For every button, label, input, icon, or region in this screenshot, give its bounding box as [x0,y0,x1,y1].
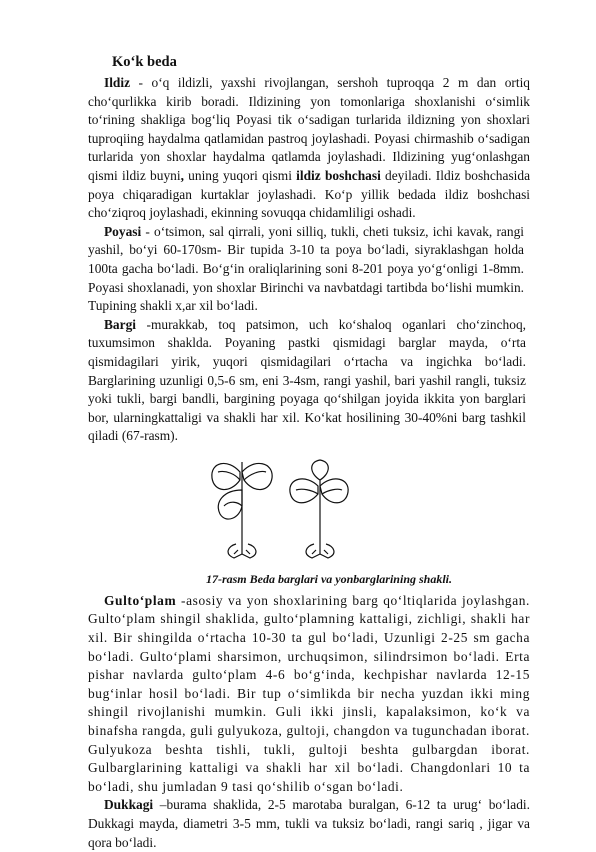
term-ildiz: Ildiz [104,75,131,90]
section-title: Ko‘k beda [112,54,177,70]
paragraph-gultoplam-text: -asosiy va yon shoxlarining barg qo‘ltiqlarida joylashgan. Gulto‘plam shingil shaklida, gulto‘plamning kattaligi, zichligi, shakli har xil. Bir shingilda o‘rtacha 10-30 ta gul bo‘ladi, Uzunligi 2-25 sm gacha bo‘ladi. Gulto‘plami sharsimon, urchuqsimon, silindrsimon bo‘ladi. Erta pishar navlarda gulto‘plam 4-6 bo‘g‘inda, kechpishar navlarda 12-15 bug‘inlar hosil bo‘ladi. Bir tup o‘simlikda bir necha yuzdan ikki ming shingil rivojlanishi mumkin. Guli ikki jinsli, kapalaksimon, ko‘k va binafsha rangda, guli gulyukoza, gultoji, changdon va tugunchadan iborat. Gulyukoza beshta tishli, tukli, gultoji beshta gulbargdan iborat. Gulbarglarining kattaligi va shakli har xil bo‘ladi. Changdonlari 10 ta bo‘ladi, shu jumladan 9 tasi qo‘shilib o‘sgan bo‘ladi. [88,592,530,794]
paragraph-ildiz-text-b: uning yuqori qismi [183,167,297,183]
paragraph-gultoplam [88,592,530,797]
paragraph-dukkagi [88,796,530,852]
term-ildiz-boshchasi: ildiz boshchasi [296,167,381,183]
paragraph-ildiz [88,74,530,223]
comma: , [180,167,184,183]
figure-caption: 17-rasm Beda barglari va yonbarglarining shakli. [205,571,453,586]
paragraph-bargi-text: -murakkab, toq patsimon, uch ko‘shaloq oganlari cho‘zinchoq, tuxumsimon shaklda. Poyaning pastki qismidagi barglar mayda, o‘rta qismidagilari yirik, yuqori qismidagilari o‘rtacha va ingichka bo‘ladi. Barglarining uzunligi 0,5-6 sm, eni 3-4sm, rangi yashil, bari yashil rangli, tuksiz yoki tukli, bargi bandli, bargining poyaga qo‘shilgan joyida ikkita yon barglari bor, ularningkattaligi va shakli har xil. Ko‘kat hosilining 30-40%ni barg tashkil qiladi (67-rasm). [88,316,526,444]
paragraph-ildiz-text-a: - o‘q ildizli, yaxshi rivojlangan, sershoh tuproqqa 2 m dan ortiq cho‘qurlikka kirib boradi. Ildizining yon tomonlariga shoxlanishi o‘simlik to‘rining shakliga bog‘liq Poyasi tik o‘sadigan turlarida ildizning yon shoxlari tuproqiing haydalma qatlamidan pastroq joylashadi. Poyasi chirmashib o‘sadigan turlarida yon shoxlar haydalma qatlamda joylashadi. Ildizining yug‘onlashgan qismi ildiz buyni [88,75,530,183]
term-bargi: Bargi [104,316,136,332]
leaf-illustration [88,450,530,572]
paragraph-poyasi-text: - o‘tsimon, sal qirrali, yoni silliq, tukli, cheti tuksiz, ichi kavak, rangi yashil, bo‘yi 60-170sm- Bir tupida 3-10 ta poya bo‘ladi, siyraklashgan holda 100ta gacha bo‘ladi. Bo‘g‘in oraliqlarining soni 8-201 poya yo‘g‘onligi 1-8mm. Poyasi shoxlanadi, yon shoxlar Birinchi va navbatdagi tartibda bo‘lishi mumkin. Tupining shakli x,ar xil bo‘ladi. [88,223,524,314]
leaf-figure [88,450,530,572]
paragraph-bargi [88,316,526,446]
term-dukkagi: Dukkagi [104,797,154,813]
term-gultoplam: Gulto‘plam [104,592,177,608]
paragraph-dukkagi-text: –burama shaklida, 2-5 marotaba buralgan, 6-12 ta urug‘ bo‘ladi. Dukkagi mayda, diametri 3-5 mm, tukli va tuksiz bo‘ladi, rangi sariq , jigar va qora bo‘ladi. [88,797,530,850]
paragraph-poyasi [88,223,524,316]
paragraph-ildiz-text-c: deyiladi. Ildiz boshchasida poya chiqaradigan kurtaklar joylashadi. Ko‘p yillik bedada ildiz boshchasi cho‘ziqroq joylashadi, ekinning sovuqqa chidamliligi oshadi. [88,167,531,221]
leaf-drawing-left [212,462,272,558]
leaf-drawing-right [290,460,348,558]
document-page [88,54,530,852]
term-poyasi: Poyasi [104,223,142,239]
